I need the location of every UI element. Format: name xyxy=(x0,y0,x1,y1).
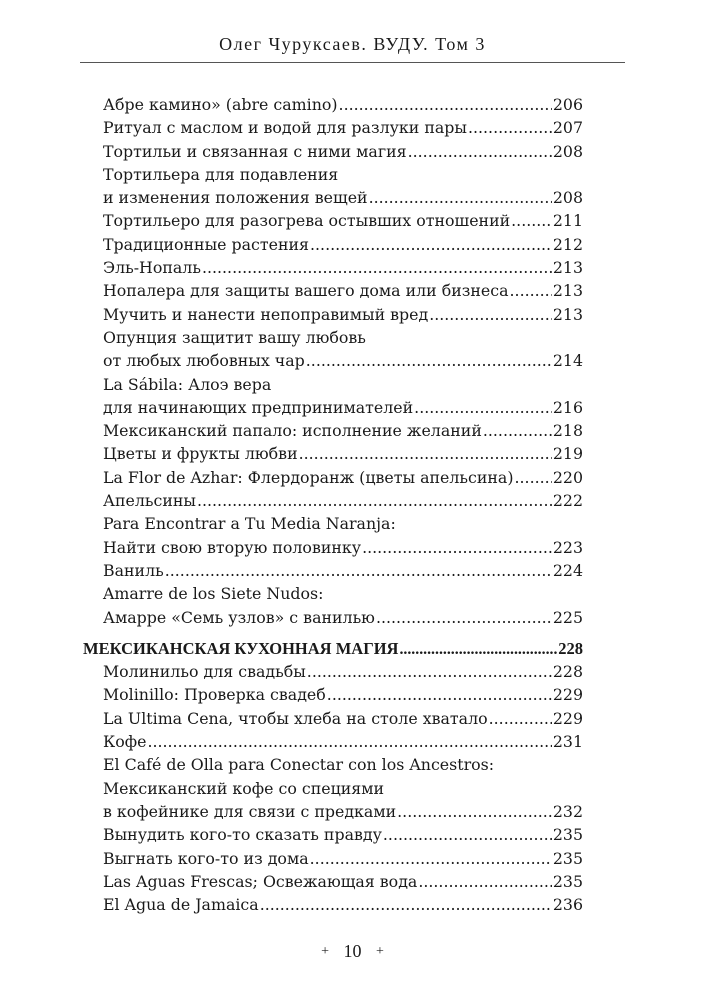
toc-entry xyxy=(103,582,583,605)
dot-leader xyxy=(468,116,552,139)
toc-page-number: 235 xyxy=(552,871,583,891)
dot-leader xyxy=(414,396,552,419)
dot-leader xyxy=(408,140,552,163)
dot-leader xyxy=(429,303,552,326)
toc-page-number: 208 xyxy=(552,188,583,208)
toc-page-number: 213 xyxy=(552,281,583,301)
toc-page-number: 229 xyxy=(552,708,583,728)
toc-entry xyxy=(103,466,583,489)
toc-page-number: 220 xyxy=(552,467,583,487)
toc-entry xyxy=(103,419,583,442)
toc-entry-title: от любых любовных чар xyxy=(103,351,305,371)
toc-page-number: 235 xyxy=(552,825,583,845)
toc-entry-title: El Agua de Jamaica xyxy=(103,895,259,915)
toc-entry-title: Amarre de los Siete Nudos: xyxy=(103,584,324,604)
toc-entry xyxy=(103,349,583,372)
toc-entry xyxy=(103,536,583,559)
dot-leader xyxy=(307,660,552,683)
dot-leader xyxy=(362,536,552,559)
running-header: Олег Чуруксаев. ВУДУ. Том 3 xyxy=(219,34,486,54)
toc-page-number: 232 xyxy=(552,801,583,821)
toc-entry-title: Мексиканский папало: исполнение желаний xyxy=(103,421,482,441)
toc-entry xyxy=(103,279,583,302)
toc-page-number: 213 xyxy=(552,304,583,324)
toc-page-number: 225 xyxy=(552,607,583,627)
toc-entry xyxy=(103,707,583,730)
toc-entry-title: El Café de Olla para Conectar con los Ancestros: xyxy=(103,755,495,775)
toc-entry xyxy=(103,442,583,465)
toc-entry-title: Абре камино» (abre camino) xyxy=(103,95,338,114)
toc-entry-title: Ваниль xyxy=(103,560,164,580)
toc-entry-title: Нопалера для защиты вашего дома или бизнеса xyxy=(103,281,509,301)
toc-entry-title: Тортильи и связанная с ними магия xyxy=(103,141,407,161)
toc-entry-title: Тортильеро для разогрева остывших отношений xyxy=(103,211,511,231)
toc-page-number: 223 xyxy=(552,537,583,557)
toc-entry-title: Молинильо для свадьбы xyxy=(103,662,306,682)
toc-entry-title: Мучить и нанести непоправимый вред xyxy=(103,304,429,324)
footer-ornament-right: + xyxy=(376,944,384,959)
toc-page-number: 235 xyxy=(552,848,583,868)
toc-entry-title: Цветы и фрукты любви xyxy=(103,444,298,464)
toc-page-number: 216 xyxy=(552,397,583,417)
dot-leader xyxy=(515,466,552,489)
dot-leader xyxy=(310,847,552,870)
toc-entry-title: Кофе xyxy=(103,732,147,752)
toc-entry-title: Амарре «Семь узлов» с ванилью xyxy=(103,607,375,627)
dot-leader xyxy=(197,489,552,512)
toc-entry xyxy=(103,209,583,232)
toc-entry-title: Тортильера для подавления xyxy=(103,164,339,184)
table-of-contents xyxy=(83,93,583,916)
toc-entry xyxy=(103,730,583,753)
toc-entry xyxy=(103,512,583,535)
dot-leader xyxy=(165,559,552,582)
toc-entry-title: в кофейнике для связи с предками xyxy=(103,801,397,821)
toc-entry xyxy=(103,777,583,800)
toc-entry-title: Вынудить кого-то сказать правду xyxy=(103,825,382,845)
toc-entry xyxy=(103,800,583,823)
toc-entry xyxy=(103,140,583,163)
toc-entry-title: La Ultima Cena, чтобы хлеба на столе хватало xyxy=(103,708,488,728)
toc-page-number: 213 xyxy=(552,258,583,278)
dot-leader xyxy=(299,442,552,465)
toc-entry-title: Выгнать кого-то из дома xyxy=(103,848,309,868)
toc-entry xyxy=(103,753,583,776)
toc-entry-title: Опунция защитит вашу любовь xyxy=(103,327,366,347)
dot-leader xyxy=(260,893,552,916)
dot-leader xyxy=(510,279,552,302)
dot-leader xyxy=(511,209,552,232)
toc-page-number: 222 xyxy=(552,491,583,511)
toc-entry-title: для начинающих предпринимателей xyxy=(103,397,414,417)
toc-entry-title: Традиционные растения xyxy=(103,234,310,254)
footer-ornament-left: + xyxy=(321,944,329,959)
toc-entry xyxy=(103,396,583,419)
toc-page-number: 211 xyxy=(552,211,583,231)
toc-section-heading xyxy=(83,637,583,660)
toc-page-number: 224 xyxy=(552,560,583,580)
dot-leader xyxy=(147,730,551,753)
toc-entry xyxy=(103,606,583,629)
dot-leader xyxy=(418,870,552,893)
dot-leader xyxy=(397,800,552,823)
toc-entry-title: Ритуал с маслом и водой для разлуки пары xyxy=(103,118,467,138)
toc-page-number: 208 xyxy=(552,141,583,161)
toc-entry-title: Эль-Нопаль xyxy=(103,258,201,278)
toc-entry xyxy=(103,233,583,256)
toc-entry xyxy=(103,683,583,706)
dot-leader xyxy=(399,638,557,661)
toc-entry-title: Мексиканский кофе со специями xyxy=(103,778,385,798)
page-number: 10 xyxy=(343,941,362,961)
toc-page-number: 218 xyxy=(552,421,583,441)
toc-entry xyxy=(103,326,583,349)
dot-leader xyxy=(383,823,552,846)
toc-page-number: 212 xyxy=(552,234,583,254)
dot-leader xyxy=(327,683,552,706)
dot-leader xyxy=(202,256,552,279)
toc-entry xyxy=(103,303,583,326)
toc-page-number: 229 xyxy=(552,685,583,705)
dot-leader xyxy=(376,606,552,629)
page-footer xyxy=(0,941,705,962)
toc-entry-title: Molinillo: Проверка свадеб xyxy=(103,685,326,705)
toc-page-number: 228 xyxy=(552,662,583,682)
toc-entry-title: и изменения положения вещей xyxy=(103,188,368,208)
toc-entry xyxy=(103,256,583,279)
toc-entry xyxy=(103,489,583,512)
toc-entry xyxy=(103,660,583,683)
toc-entry xyxy=(103,893,583,916)
dot-leader xyxy=(489,707,552,730)
toc-entry xyxy=(103,847,583,870)
dot-leader xyxy=(306,349,552,372)
dot-leader xyxy=(310,233,552,256)
toc-entry xyxy=(103,823,583,846)
toc-page-number: 214 xyxy=(552,351,583,371)
toc-page-number: 206 xyxy=(552,95,583,114)
toc-entry xyxy=(103,373,583,396)
toc-entry-title: La Sábila: Алоэ вера xyxy=(103,374,272,394)
dot-leader xyxy=(369,186,552,209)
toc-entry-title: Найти свою вторую половинку xyxy=(103,537,362,557)
header-divider xyxy=(80,62,625,63)
toc-entry xyxy=(103,163,583,186)
toc-entry xyxy=(103,870,583,893)
toc-entry-title: МЕКСИКАНСКАЯ КУХОННАЯ МАГИЯ xyxy=(83,638,399,658)
toc-page-number: 236 xyxy=(552,895,583,915)
toc-page-number: 228 xyxy=(558,638,583,658)
toc-entry xyxy=(103,116,583,139)
toc-entry-title: Para Encontrar a Tu Media Naranja: xyxy=(103,514,396,534)
toc-page-number: 231 xyxy=(552,732,583,752)
toc-entry xyxy=(103,93,583,116)
dot-leader xyxy=(483,419,552,442)
toc-entry xyxy=(103,559,583,582)
dot-leader xyxy=(339,93,552,116)
toc-entry-title: Las Aguas Frescas; Освежающая вода xyxy=(103,871,418,891)
toc-entry-title: Апельсины xyxy=(103,491,196,511)
toc-page-number: 207 xyxy=(552,118,583,138)
toc-entry xyxy=(103,186,583,209)
toc-entry-title: La Flor de Azhar: Флердоранж (цветы апельсина) xyxy=(103,467,514,487)
toc-page-number: 219 xyxy=(552,444,583,464)
